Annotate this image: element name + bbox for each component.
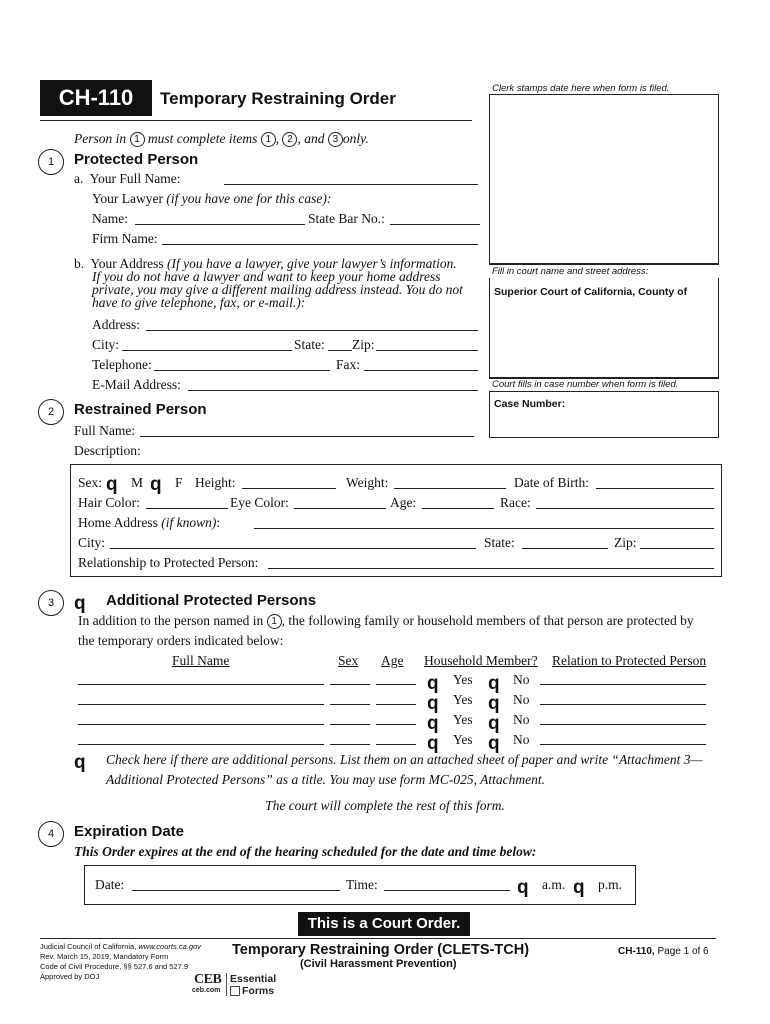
item-ref-1: 1 [130, 132, 145, 147]
row-yes-label: Yes [453, 712, 473, 727]
home-address-colon: : [216, 515, 221, 530]
col-relation: Relation to Protected Person [552, 653, 707, 668]
row-relation-field[interactable] [540, 713, 706, 725]
section3-checkbox[interactable]: q [74, 593, 86, 614]
col-sex: Sex [338, 653, 359, 668]
section-number-1: 1 [38, 149, 64, 175]
relationship-field[interactable] [268, 557, 714, 569]
row-age-field[interactable] [376, 733, 416, 745]
section-title-additional-persons: Additional Protected Persons [106, 592, 317, 609]
footer-approved: Approved by DOJ [40, 972, 100, 981]
lawyer-row [92, 191, 331, 207]
address-note-2: If you do not have a lawyer and want to keep your home address [92, 269, 441, 284]
state-bar-field[interactable] [390, 213, 480, 225]
row-sex-field[interactable] [330, 733, 370, 745]
lawyer-name-label: Name: [92, 211, 128, 226]
title-underline [40, 120, 472, 121]
restrained-state-label: State: [484, 535, 515, 550]
date-label: Date: [95, 877, 125, 892]
intro-comma-2: , [297, 131, 301, 146]
ceb-logo-site: ceb.com [192, 987, 221, 994]
case-number-note: Court fills in case number when form is filed. [492, 379, 679, 390]
additional-persons-text-1: Check here if there are additional persons. List them on an attached sheet of paper and write “Attachment 3— [106, 752, 703, 767]
footer-council [40, 942, 201, 951]
address-note-4: have to give telephone, fax, or e-mail.): [92, 295, 306, 310]
item-b-label: b. [74, 256, 85, 271]
lawyer-name-field[interactable] [135, 213, 305, 225]
col-full-name: Full Name [172, 653, 230, 668]
sex-f-label: F [175, 475, 183, 490]
dob-field[interactable] [596, 477, 714, 489]
restrained-zip-label: Zip: [614, 535, 637, 550]
state-field[interactable] [328, 339, 352, 351]
row-yes-checkbox[interactable]: q [427, 733, 439, 754]
intro-person-in: Person in [74, 131, 127, 146]
row-age-field[interactable] [376, 713, 416, 725]
footer-council-text: Judicial Council of California, [40, 942, 137, 951]
date-field[interactable] [132, 879, 340, 891]
row-yes-label: Yes [453, 732, 473, 747]
section-number-3: 3 [38, 590, 64, 616]
row-no-label: No [513, 732, 530, 747]
row-yes-checkbox[interactable]: q [427, 673, 439, 694]
ceb-logo-forms-icon [230, 986, 240, 996]
hair-field[interactable] [146, 497, 228, 509]
ceb-logo-divider [226, 973, 227, 996]
weight-label: Weight: [346, 475, 389, 490]
case-number-rule [489, 378, 719, 379]
clerk-note: Clerk stamps date here when form is filed. [492, 83, 670, 94]
form-code: CH-110 [58, 85, 134, 110]
city-label: City: [92, 337, 120, 352]
firm-name-label: Firm Name: [92, 231, 158, 246]
relationship-label: Relationship to Protected Person: [78, 555, 259, 570]
court-order-banner: This is a Court Order. [298, 912, 470, 936]
intro-only: only. [342, 131, 369, 146]
pm-label: p.m. [598, 877, 623, 892]
row-no-label: No [513, 692, 530, 707]
home-address-row [78, 515, 220, 531]
telephone-label: Telephone: [92, 357, 152, 372]
form-title: Temporary Restraining Order [160, 89, 396, 108]
protected-full-name-field[interactable] [224, 173, 478, 185]
sex-m-checkbox[interactable]: q [106, 474, 118, 495]
restrained-city-field[interactable] [110, 537, 476, 549]
intro-and: and [304, 131, 325, 146]
restrained-full-name-label: Full Name: [74, 423, 136, 438]
court-complete-note: The court will complete the rest of this form. [265, 798, 505, 813]
section3-text-line-2: the temporary orders indicated below: [78, 633, 284, 648]
footer-page-number: Page 1 of 6 [657, 946, 709, 957]
court-name-label: Superior Court of California, County of [494, 286, 688, 298]
fax-field[interactable] [364, 359, 478, 371]
court-name-note: Fill in court name and street address: [492, 266, 649, 277]
restrained-full-name-field[interactable] [140, 425, 474, 437]
sex-f-checkbox[interactable]: q [150, 474, 162, 495]
row-sex-field[interactable] [330, 673, 370, 685]
row-no-checkbox[interactable]: q [488, 733, 500, 754]
col-age: Age [381, 653, 404, 668]
sex-label: Sex: [78, 475, 103, 490]
description-label: Description: [74, 443, 141, 458]
restrained-city-label: City: [78, 535, 106, 550]
row-full-name-field[interactable] [78, 733, 324, 745]
intro-comma: , [275, 131, 280, 146]
additional-persons-text-2: Additional Protected Persons” as a title. You may use form MC-025, Attachment. [106, 772, 545, 787]
state-label: State: [294, 337, 325, 352]
your-address-label: Your Address [90, 256, 164, 271]
eye-label: Eye Color: [230, 495, 289, 510]
height-label: Height: [195, 475, 236, 490]
row-yes-label: Yes [453, 672, 473, 687]
footer-code: Code of Civil Procedure, §§ 527.6 and 527.9 [40, 962, 189, 971]
ceb-logo [192, 972, 284, 998]
row-yes-checkbox[interactable]: q [427, 713, 439, 734]
footer-title: Temporary Restraining Order (CLETS-TCH) [232, 942, 530, 958]
col-household: Household Member? [424, 653, 538, 668]
footer-page-code: CH-110, [618, 946, 655, 957]
section-title-expiration-date: Expiration Date [74, 823, 185, 840]
section-number-4: 4 [38, 821, 64, 847]
ceb-logo-mark: CEB [194, 972, 222, 987]
address-label: Address: [92, 317, 140, 332]
lawyer-note: (if you have one for this case): [166, 191, 332, 206]
height-field[interactable] [242, 477, 336, 489]
sex-m-label: M [131, 475, 144, 490]
row-no-checkbox[interactable]: q [488, 713, 500, 734]
section-title-protected-person: Protected Person [74, 151, 199, 168]
time-label: Time: [346, 877, 378, 892]
row-no-label: No [513, 712, 530, 727]
email-label: E-Mail Address: [92, 377, 181, 392]
race-field[interactable] [536, 497, 714, 509]
if-known-note: (if known) [161, 515, 217, 530]
row-full-name-field[interactable] [78, 713, 324, 725]
row-full-name-field[interactable] [78, 693, 324, 705]
footer-site[interactable]: www.courts.ca.gov [138, 942, 201, 951]
clerk-stamp-box [489, 94, 719, 264]
footer-rev: Rev. March 15, 2019, Mandatory Form [40, 952, 169, 961]
row-no-checkbox[interactable]: q [488, 673, 500, 694]
item-ref-3: 3 [328, 132, 343, 147]
row-sex-field[interactable] [330, 713, 370, 725]
address-field[interactable] [146, 319, 478, 331]
address-note-3: private, you may give a different mailing address instead. You do not [92, 282, 463, 297]
court-name-field[interactable] [489, 278, 719, 378]
home-address-field[interactable] [254, 517, 714, 529]
section3-text-line-1 [78, 613, 694, 629]
ceb-logo-forms: Forms [242, 985, 275, 997]
form-code-badge [40, 80, 152, 116]
dob-label: Date of Birth: [514, 475, 589, 490]
section-number-2: 2 [38, 399, 64, 425]
telephone-field[interactable] [154, 359, 330, 371]
intro-must-complete: must complete items [147, 131, 258, 146]
am-label: a.m. [542, 877, 566, 892]
city-field[interactable] [122, 339, 292, 351]
age-label: Age: [390, 495, 417, 510]
state-bar-label: State Bar No.: [308, 211, 385, 226]
row-yes-checkbox[interactable]: q [427, 693, 439, 714]
hair-label: Hair Color: [78, 495, 140, 510]
row-no-label: No [513, 672, 530, 687]
additional-persons-checkbox[interactable]: q [74, 752, 86, 773]
case-number-label: Case Number: [494, 398, 566, 410]
row-relation-field[interactable] [540, 693, 706, 705]
row-relation-field[interactable] [540, 673, 706, 685]
address-note-1: (If you have a lawyer, give your lawyer’s information. [167, 256, 457, 271]
weight-field[interactable] [394, 477, 506, 489]
section3-text-1b: , the following family or household members of that person are protected by [281, 613, 694, 628]
row-sex-field[interactable] [330, 693, 370, 705]
court-name-rule [489, 264, 719, 265]
race-label: Race: [500, 495, 531, 510]
item-ref-1c: 1 [267, 614, 282, 629]
footer-subtitle: (Civil Harassment Prevention) [300, 958, 457, 970]
intro-line [74, 131, 369, 147]
section-title-restrained-person: Restrained Person [74, 401, 207, 418]
restrained-zip-field[interactable] [640, 537, 714, 549]
age-field[interactable] [422, 497, 494, 509]
pm-checkbox[interactable]: q [573, 877, 585, 898]
row-relation-field[interactable] [540, 733, 706, 745]
section3-text-1a: In addition to the person named in [78, 613, 264, 628]
row-age-field[interactable] [376, 673, 416, 685]
restrained-state-field[interactable] [522, 537, 608, 549]
firm-name-field[interactable] [162, 233, 478, 245]
full-name-label: Your Full Name: [89, 171, 181, 186]
lawyer-label: Your Lawyer [92, 191, 163, 206]
footer-page [618, 946, 709, 957]
ceb-logo-essential: Essential [230, 973, 277, 985]
row-yes-label: Yes [453, 692, 473, 707]
zip-label: Zip: [352, 337, 375, 352]
row-full-name-field[interactable] [78, 673, 324, 685]
am-checkbox[interactable]: q [517, 877, 529, 898]
item-ref-2: 2 [282, 132, 297, 147]
eye-field[interactable] [294, 497, 386, 509]
court-order-rule [40, 938, 716, 939]
row-age-field[interactable] [376, 693, 416, 705]
item-ref-1b: 1 [261, 132, 276, 147]
expiration-subtitle: This Order expires at the end of the hearing scheduled for the date and time below: [74, 844, 537, 859]
protected-full-name-row [74, 171, 181, 187]
fax-label: Fax: [336, 357, 361, 372]
time-field[interactable] [384, 879, 510, 891]
zip-field[interactable] [376, 339, 478, 351]
email-field[interactable] [188, 379, 478, 391]
home-address-label: Home Address [78, 515, 158, 530]
item-a-label: a. [74, 171, 84, 186]
row-no-checkbox[interactable]: q [488, 693, 500, 714]
